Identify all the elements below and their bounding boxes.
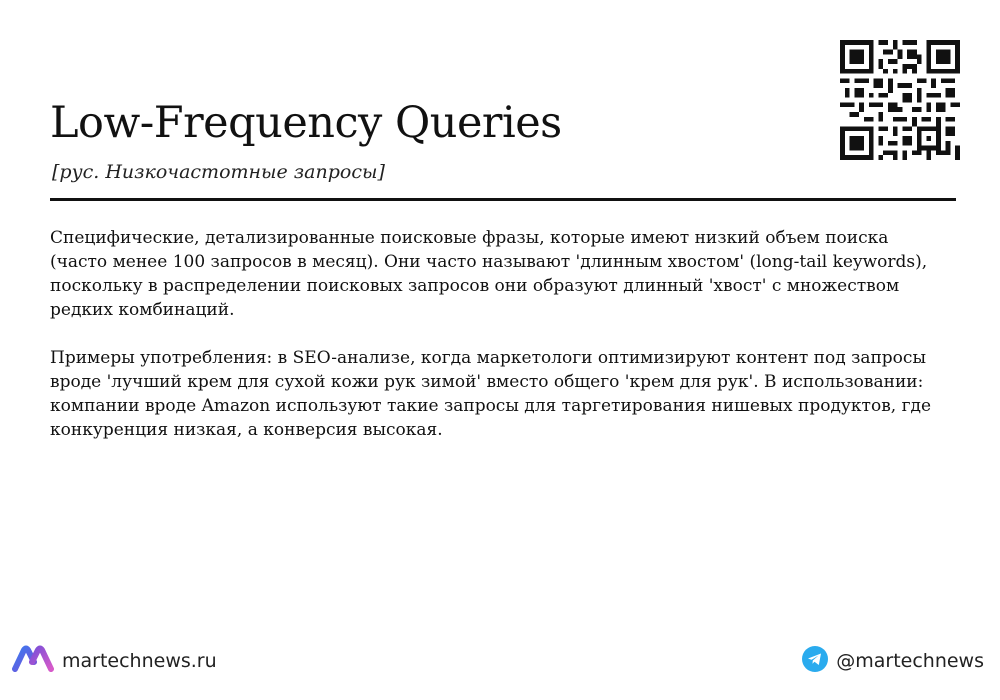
site-link[interactable] [12,645,217,677]
qr-code-icon[interactable] [840,40,960,160]
page-title: Low-Frequency Queries [50,98,562,148]
definition-paragraph: Специфические, детализированные поисковые фразы, которые имеют низкий объем поиска (часто менее 100 запросов в месяц). Они часто называют 'длинным хвостом' (long-tail keywords), поскольку в распределении поисковых запросов они образуют длинный 'хвост' с множеством редких комбинаций. [50,228,928,320]
site-label: martechnews.ru [62,650,217,672]
definition-body [50,226,950,466]
page-subtitle: [рус. Низкочастотные запросы] [52,161,385,183]
martechnews-logo-icon [12,645,54,677]
usage-paragraph: Примеры употребления: в SEO-анализе, когда маркетологи оптимизируют контент под запросы вроде 'лучший крем для сухой кожи рук зимой' вместо общего 'крем для рук'. В использовании: компании вроде Amazon используют такие запросы для таргетирования нишевых продуктов, где конкуренция низкая, а конверсия высокая. [50,348,932,440]
divider [50,198,956,201]
telegram-icon [802,646,828,676]
telegram-link[interactable] [802,645,984,677]
telegram-handle: @martechnews [836,650,984,672]
header [50,95,810,183]
